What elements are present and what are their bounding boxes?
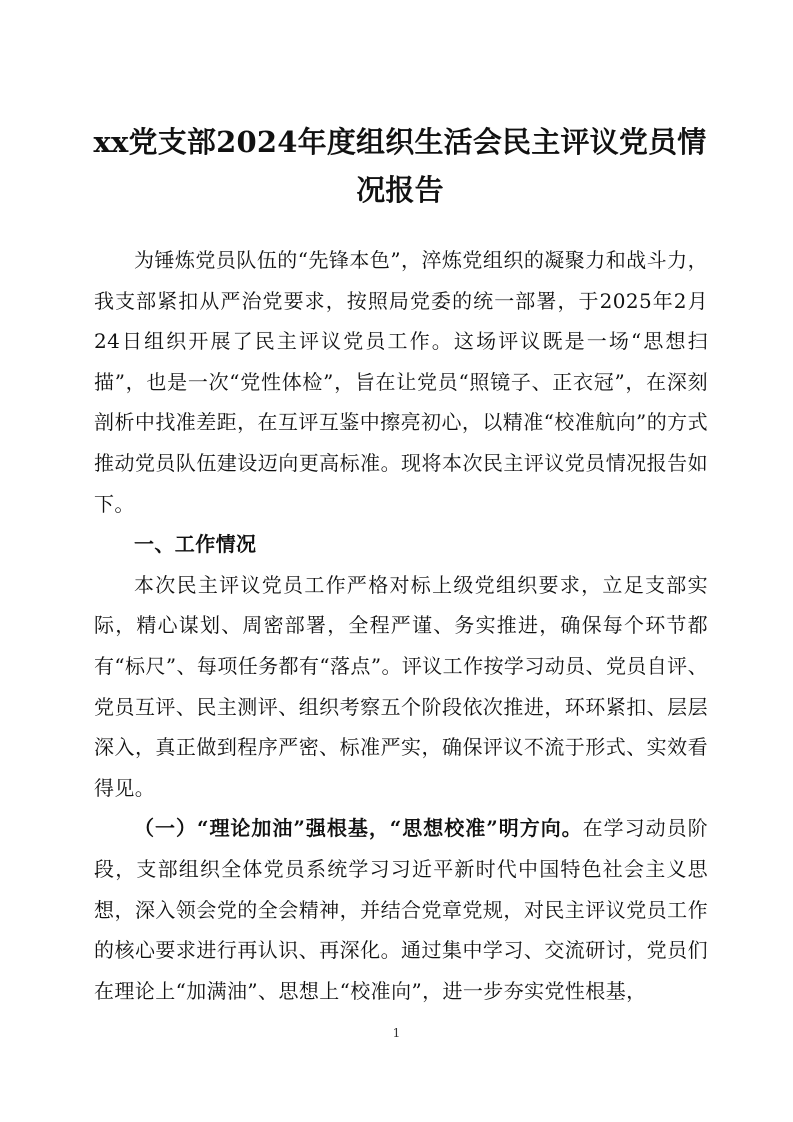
work-status-paragraph: 本次民主评议党员工作严格对标上级党组织要求，立足支部实际，精心谋划、周密部署，全程严谨、务实推进，确保每个环节都有“标尺”、每项任务都有“落点”。评议工作按学习动员、党员自评、党员互评、民主测评、组织考察五个阶段依次推进，环环紧扣、层层深入，真正做到程序严密、标准严实，确保评议不流于形式、实效看得见。 [94, 572, 708, 800]
subsection-text-1: 在学习动员阶段，支部组织全体党员系统学习习近平新时代中国特色社会主义思想，深入领会党的全会精神，并结合党章党规，对民主评议党员工作的核心要求进行再认识、再深化。通过集中学习、交流研讨，党员们在理论上“加满油”、思想上“校准向”，进一步夯实党性根基， [94, 816, 708, 1003]
section-heading-work-status: 一、工作情况 [134, 532, 257, 557]
intro-paragraph: 为锤炼党员队伍的“先锋本色”，淬炼党组织的凝聚力和战斗力，我支部紧扣从严治党要求，按照局党委的统一部署，于2025年2月24日组织开展了民主评议党员工作。这场评议既是一场“思想扫描”，也是一次“党性体检”，旨在让党员“照镜子、正衣冠”，在深刻剖析中找准差距，在互评互鉴中擦亮初心，以精准“校准航向”的方式推动党员队伍建设迈向更高标准。现将本次民主评议党员情况报告如下。 [94, 248, 708, 516]
page-number: 1 [392, 1026, 401, 1040]
subsection-paragraph-1 [94, 808, 708, 1011]
document-body [94, 240, 708, 1011]
document-title: xx党支部2024年度组织生活会民主评议党员情况报告 [93, 125, 707, 207]
subsection-lead-1: （一）“理论加油”强根基，“思想校准”明方向。 [134, 816, 583, 841]
